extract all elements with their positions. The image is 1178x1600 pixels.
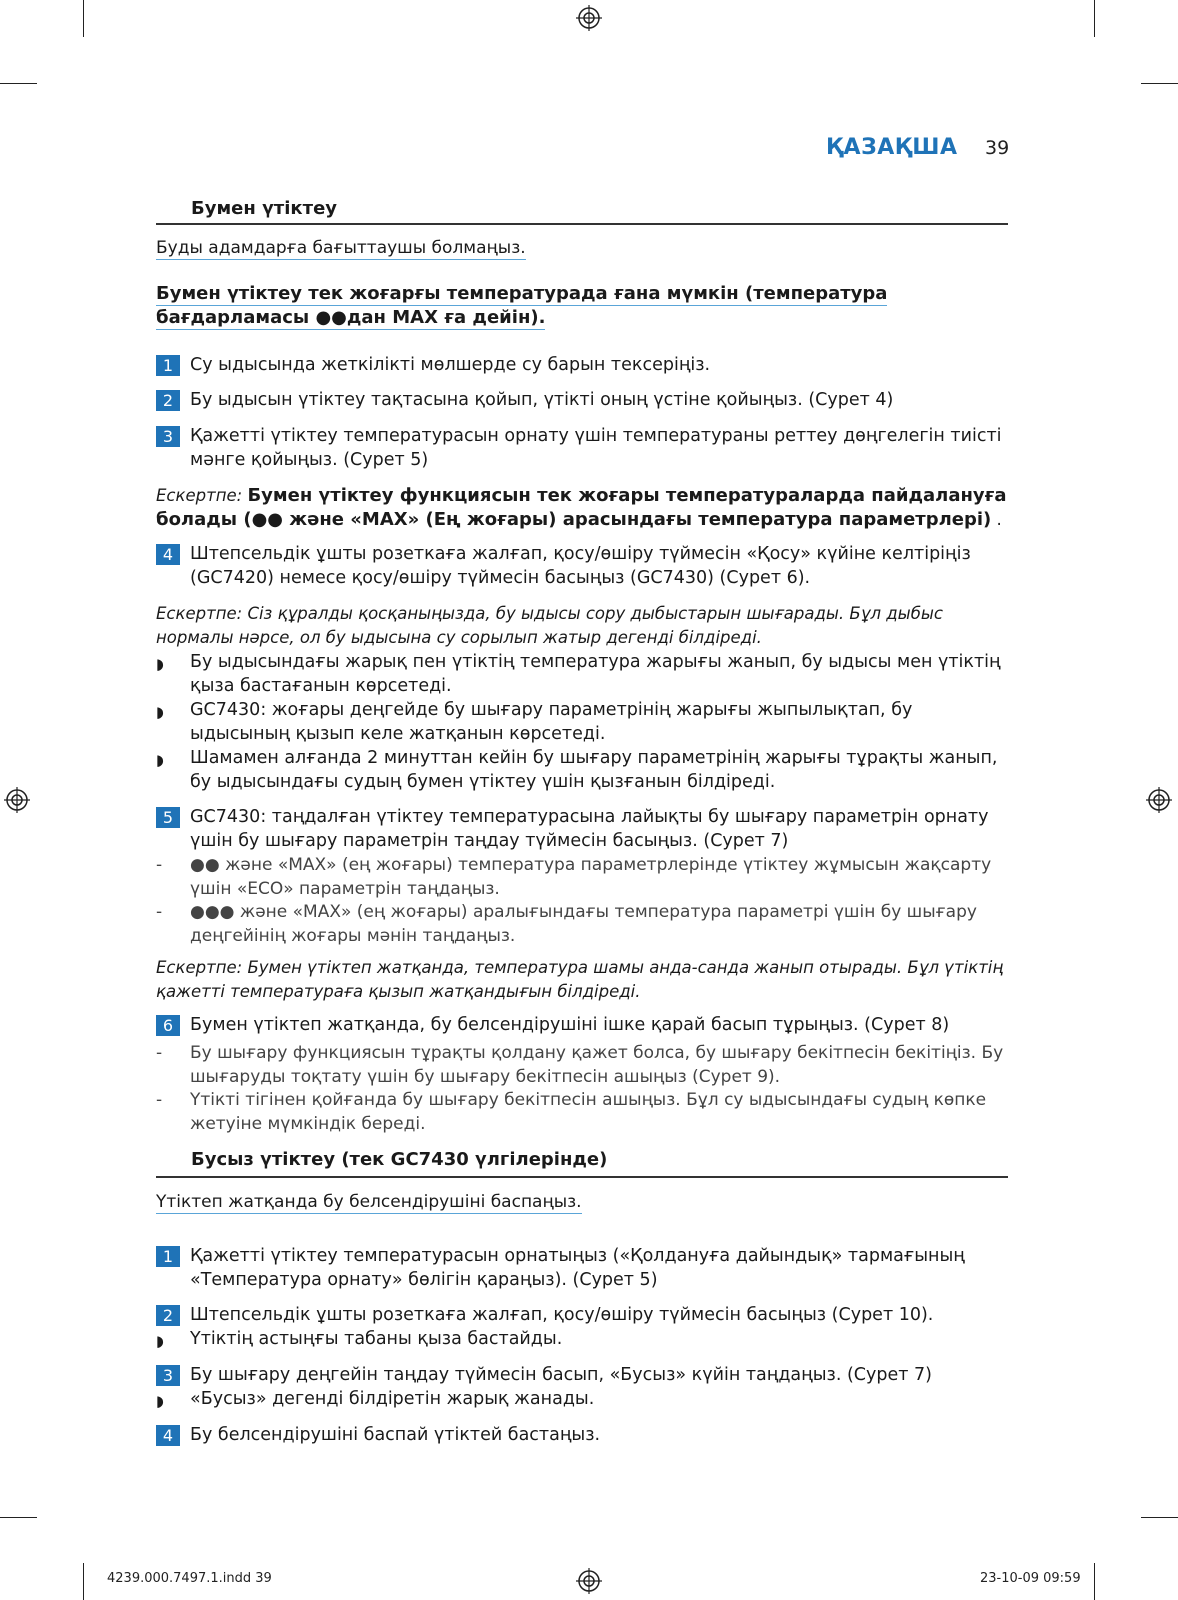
crop-mark (1141, 83, 1178, 84)
step-item (156, 1244, 1016, 1292)
step-text: GC7430: таңдалған үтіктеу температурасына лайықты бу шығару параметрін орнату үшін бу шығару параметрін таңдау түймесін басыңыз. (Сурет 7) (190, 807, 989, 851)
registration-mark-icon (576, 5, 602, 31)
step-number: 2 (156, 390, 180, 411)
step-number: 4 (156, 544, 180, 565)
half-circle-bullet-icon: ◗ (156, 1392, 164, 1410)
step-item (156, 1013, 1016, 1037)
dash-text: Бу шығару функциясын тұрақты қолдану қажет болса, бу шығару бекітпесін бекітіңіз. Бу шығаруды тоқтату үшін бу шығару бекітпесін ашыңыз (Сурет 9). (190, 1043, 1004, 1087)
dash-item (156, 1041, 1016, 1089)
step-number: 2 (156, 1305, 180, 1326)
step-text: Штепсельдік ұшты розеткаға жалғап, қосу/өшіру түймесін «Қосу» күйіне келтіріңіз (GC7420) немесе қосу/өшіру түймесін басыңыз (GC7430) (Сурет 6). (190, 544, 971, 588)
registration-mark-icon (1146, 787, 1172, 813)
half-circle-bullet-icon: ◗ (156, 655, 164, 673)
dash-text: ●● және «MAX» (ең жоғары) температура параметрлерінде үтіктеу жұмысын жақсарту үшін «ECO» параметрін таңдаңыз. (190, 855, 992, 899)
crop-mark (83, 1563, 84, 1600)
step-text: Су ыдысында жеткілікті мөлшерде су барын тексеріңіз. (190, 355, 711, 375)
step-number: 1 (156, 355, 180, 376)
step-item (156, 1423, 1016, 1447)
step-text: Бу белсендірушіні баспай үтіктей бастаңыз. (190, 1425, 601, 1445)
step-item (156, 388, 1016, 412)
step-text: Қажетті үтіктеу температурасын орнату үшін температураны реттеу дөңгелегін тиісті мәнге қойыңыз. (Сурет 5) (190, 426, 1002, 470)
note: Ескертпе: Бумен үтіктеу функциясын тек жоғары температураларда пайдалануға болады (●● және «MAX» (Ең жоғары) арасындағы температура параметрлері) . (156, 485, 1007, 530)
section-rule (156, 1176, 1008, 1178)
crop-mark (0, 83, 37, 84)
dash-marker: - (156, 1090, 163, 1110)
note: Ескертпе: Бумен үтіктеп жатқанда, температура шамы анда-санда жанып отырады. Бұл үтіктің қажетті температураға қызып жатқандығын білдіреді. (156, 958, 1004, 1001)
step-item (156, 1303, 1016, 1327)
step-text: Штепсельдік ұшты розеткаға жалғап, қосу/өшіру түймесін басыңыз (Сурет 10). (190, 1305, 934, 1325)
note-label: Ескертпе: (156, 486, 243, 505)
bullet-text: «Бусыз» дегенді білдіретін жарық жанады. (190, 1389, 595, 1409)
crop-mark (1094, 0, 1095, 37)
note-bold-text: Бумен үтіктеу функциясын тек жоғары температураларда пайдалануға болады (●● және «MAX» (Ең жоғары) арасындағы температура параметрлері) (156, 485, 1007, 530)
step-text: Бу шығару деңгейін таңдау түймесін басып, «Бусыз» күйін таңдаңыз. (Сурет 7) (190, 1365, 932, 1385)
dash-text: Үтікті тігінен қойғанда бу шығару бекітпесін ашыңыз. Бұл су ыдысындағы судың көпке жетуіне мүмкіндік береді. (190, 1090, 987, 1134)
bullet-item (156, 698, 1016, 746)
step-text: Қажетті үтіктеу температурасын орнатыңыз («Қолдануға дайындық» тармағының «Температура орнату» бөлігін қараңыз). (Сурет 5) (190, 1246, 965, 1290)
half-circle-bullet-icon: ◗ (156, 751, 164, 769)
dash-text: ●●● және «MAX» (ең жоғары) аралығындағы температура параметрі үшін бу шығару деңгейінің жоғары мәнін таңдаңыз. (190, 902, 977, 946)
crop-mark (1094, 1563, 1095, 1600)
bullet-item (156, 650, 1016, 698)
step-number: 5 (156, 807, 180, 828)
crop-mark (1141, 1517, 1178, 1518)
bullet-item (156, 1387, 1016, 1411)
step-item (156, 1363, 1016, 1387)
bullet-item (156, 1327, 1016, 1351)
section-title-dry-ironing: Бусыз үтіктеу (тек GC7430 үлгілерінде) (191, 1149, 608, 1170)
bullet-text: Шамамен алғанда 2 минуттан кейін бу шығару параметрінің жарығы тұрақты жанып, бу ыдысындағы судың бумен үтіктеу үшін қызғанын білдіреді. (190, 748, 998, 792)
warning-text: Үтіктеп жатқанда бу белсендірушіні баспаңыз. (156, 1192, 582, 1212)
section-rule (156, 223, 1008, 225)
footer-file-info: 4239.000.7497.1.indd 39 (107, 1571, 272, 1586)
registration-mark-icon (576, 1568, 602, 1594)
bold-warning-text: Бумен үтіктеу тек жоғарғы температурада ғана мүмкін (температура бағдарламасы ●●дан MAX ға дейін). (156, 283, 888, 328)
dash-marker: - (156, 902, 163, 922)
step-number: 1 (156, 1246, 180, 1267)
bullet-item (156, 746, 1016, 794)
note: Ескертпе: Сіз құралды қосқаныңызда, бу ыдысы сору дыбыстарын шығарады. Бұл дыбыс нормалы нәрсе, ол бу ыдысына су сорылып жатыр дегенді білдіреді. (156, 604, 943, 647)
bullet-text: Бу ыдысындағы жарық пен үтіктің температура жарығы жанып, бу ыдысы мен үтіктің қыза бастағанын көрсетеді. (190, 652, 1001, 696)
step-text: Бумен үтіктеп жатқанда, бу белсендірушіні ішке қарай басып тұрыңыз. (Сурет 8) (190, 1015, 950, 1035)
bullet-text: GC7430: жоғары деңгейде бу шығару параметрінің жарығы жыпылықтап, бу ыдысының қызып келе жатқанын көрсетеді. (190, 700, 913, 744)
half-circle-bullet-icon: ◗ (156, 1332, 164, 1350)
step-number: 3 (156, 426, 180, 447)
half-circle-bullet-icon: ◗ (156, 703, 164, 721)
page-number: 39 (985, 137, 1010, 159)
dash-marker: - (156, 855, 163, 875)
step-number: 6 (156, 1015, 180, 1036)
section-title-steam-ironing: Бумен үтіктеу (191, 198, 338, 219)
crop-mark (83, 0, 84, 37)
language-heading: ҚАЗАҚША (826, 135, 958, 160)
step-text: Бу ыдысын үтіктеу тақтасына қойып, үтікті оның үстіне қойыңыз. (Сурет 4) (190, 390, 894, 410)
step-item (156, 542, 1016, 590)
crop-mark (0, 1517, 37, 1518)
dash-item (156, 853, 1016, 901)
warning-text: Буды адамдарға бағыттаушы болмаңыз. (156, 238, 526, 258)
footer-date: 23-10-09 09:59 (980, 1571, 1081, 1586)
bullet-text: Үтіктің астыңғы табаны қыза бастайды. (190, 1329, 563, 1349)
step-item (156, 353, 1016, 377)
step-item (156, 424, 1016, 472)
registration-mark-icon (4, 787, 30, 813)
step-number: 3 (156, 1365, 180, 1386)
step-number: 4 (156, 1425, 180, 1446)
dash-item (156, 900, 1016, 948)
step-item (156, 805, 1016, 853)
dash-item (156, 1088, 1016, 1136)
dash-marker: - (156, 1043, 163, 1063)
